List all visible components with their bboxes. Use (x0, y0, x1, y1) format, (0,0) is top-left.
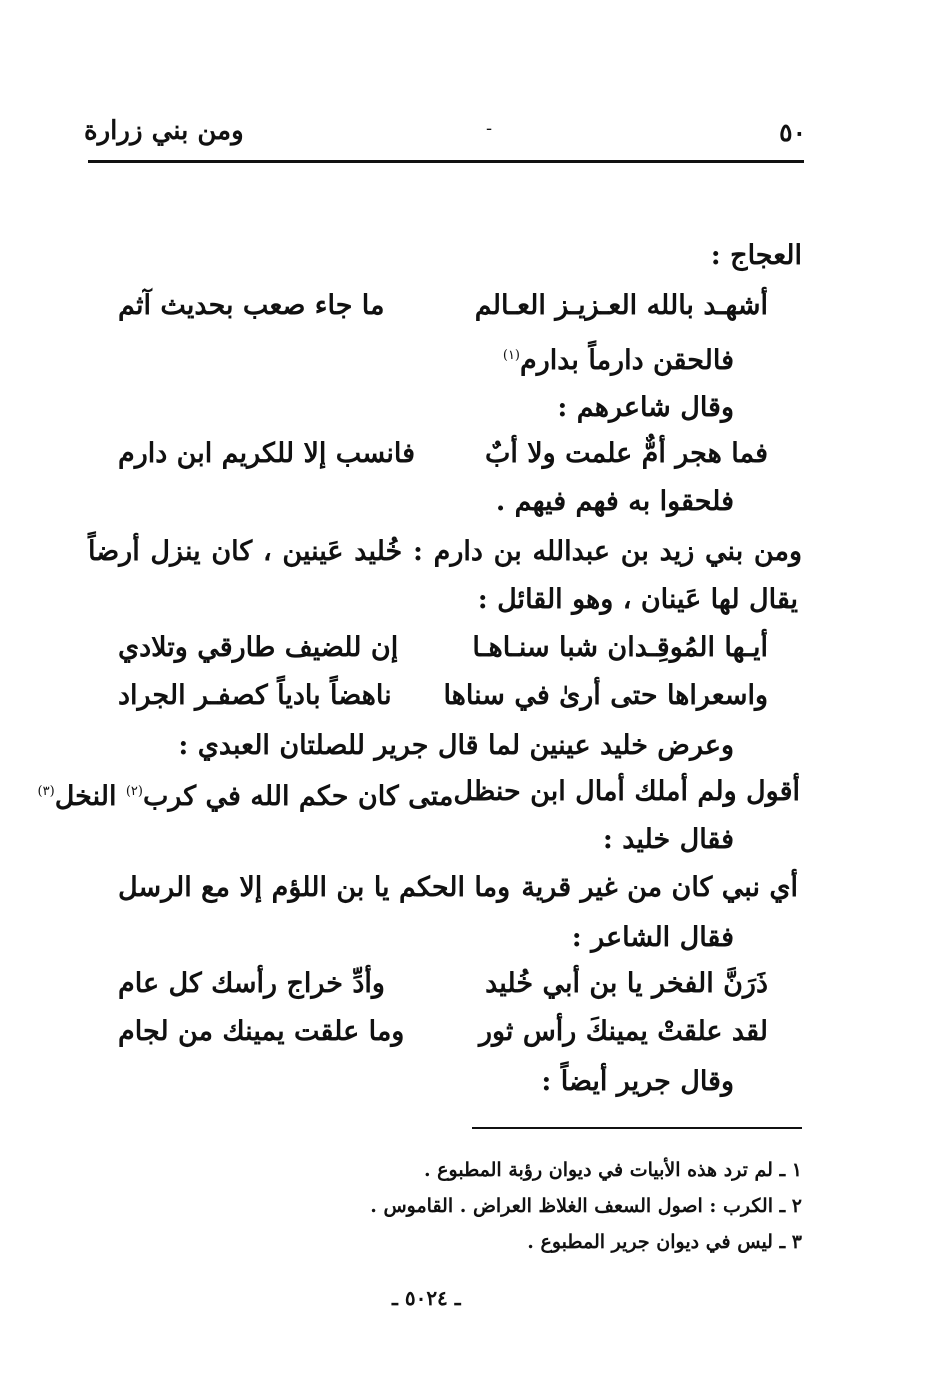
verse-line (118, 436, 768, 472)
page-code: ـ ٥٠٢٤ ـ (392, 1286, 461, 1310)
footnote-rule (472, 1127, 802, 1129)
text-line: يقال لها عَينان ، وهو القائل : (477, 584, 798, 615)
verse-first-hemistich: واسعراها حتى أرىٰ في سناها (443, 680, 768, 711)
footnote: ٣ ـ ليس في ديوان جرير المطبوع . (527, 1231, 802, 1253)
verse-line (118, 678, 768, 714)
text-line: فلحقوا به فهم فيهم . (495, 486, 734, 517)
text-line: وقال شاعرهم : (557, 392, 734, 423)
verse-first-hemistich: ذَرَنَّ الفخر يا بن أبي خُليد (485, 968, 768, 999)
text-line: وعرض خليد عينين لما قال جرير للصلتان العبدي : (178, 730, 734, 761)
text-line: وقال جرير أيضاً : (541, 1066, 734, 1097)
verse-second-hemistich: فانسب إلا للكريم ابن دارم (118, 438, 416, 469)
verse-line (118, 630, 768, 666)
verse-second-hemistich: وما الحكم يا بن اللؤم إلا مع الرسل (118, 872, 511, 903)
footnote: ٢ ـ الكرب : اصول السعف الغلاظ العراض . القاموس . (370, 1195, 802, 1217)
footnote-marker: (٣) (37, 784, 55, 799)
text-line: فقال الشاعر : (571, 922, 734, 953)
verse-text: متى كان حكم الله في كرب (142, 781, 454, 812)
verse-second-hemistich (38, 774, 454, 815)
verse-line (118, 1014, 768, 1050)
footnote-marker: (١) (502, 348, 520, 363)
verse-line (37, 774, 800, 815)
header-dash: - (486, 118, 493, 139)
verse-second-hemistich: وما علقت يمينك من لجام (118, 1016, 405, 1047)
verse-second-hemistich: ناهضاً بادياً كصفـر الجراد (118, 680, 392, 711)
verse-second-hemistich: ما جاء صعب بحديث آثم (118, 290, 385, 321)
footnote: ١ ـ لم ترد هذه الأبيات في ديوان رؤبة المطبوع . (423, 1159, 802, 1181)
verse-text: النخل (54, 781, 126, 812)
footnote-marker: (٢) (125, 784, 143, 799)
text-line: العجاج : (710, 240, 802, 271)
text-line (503, 338, 734, 379)
text-line-content: فالحقن دارماً بدارم (520, 345, 734, 376)
verse-second-hemistich: إن للضيف طارقي وتلادي (118, 632, 399, 663)
text-line: فقال خليد : (602, 824, 734, 855)
verse-line (118, 870, 798, 906)
verse-line (118, 966, 768, 1002)
verse-first-hemistich: فما هجر أمٌّ علمت ولا أبٌ (484, 438, 768, 469)
verse-line (118, 288, 768, 324)
verse-second-hemistich: وأدِّ خراج رأسك كل عام (118, 968, 385, 999)
text-line: ومن بني زيد بن عبدالله بن دارم : خُليد عَينين ، كان ينزل أرضاً (88, 536, 802, 567)
running-header-title: ومن بني زرارة (84, 116, 244, 146)
page-number: ٥٠ (779, 118, 806, 147)
header-rule (88, 160, 804, 163)
verse-first-hemistich: أقول ولم أملك أمال ابن حنظل (453, 776, 800, 807)
verse-first-hemistich: أشهـد بالله العـزيـز العـالم (474, 290, 768, 321)
verse-first-hemistich: أيـها المُوقِـدان شبا سنـاهـا (472, 632, 768, 663)
verse-first-hemistich: لقد علقتْ يمينكَ رأس ثور (478, 1016, 768, 1047)
verse-first-hemistich: أي نبي كان من غير قرية (521, 872, 798, 903)
